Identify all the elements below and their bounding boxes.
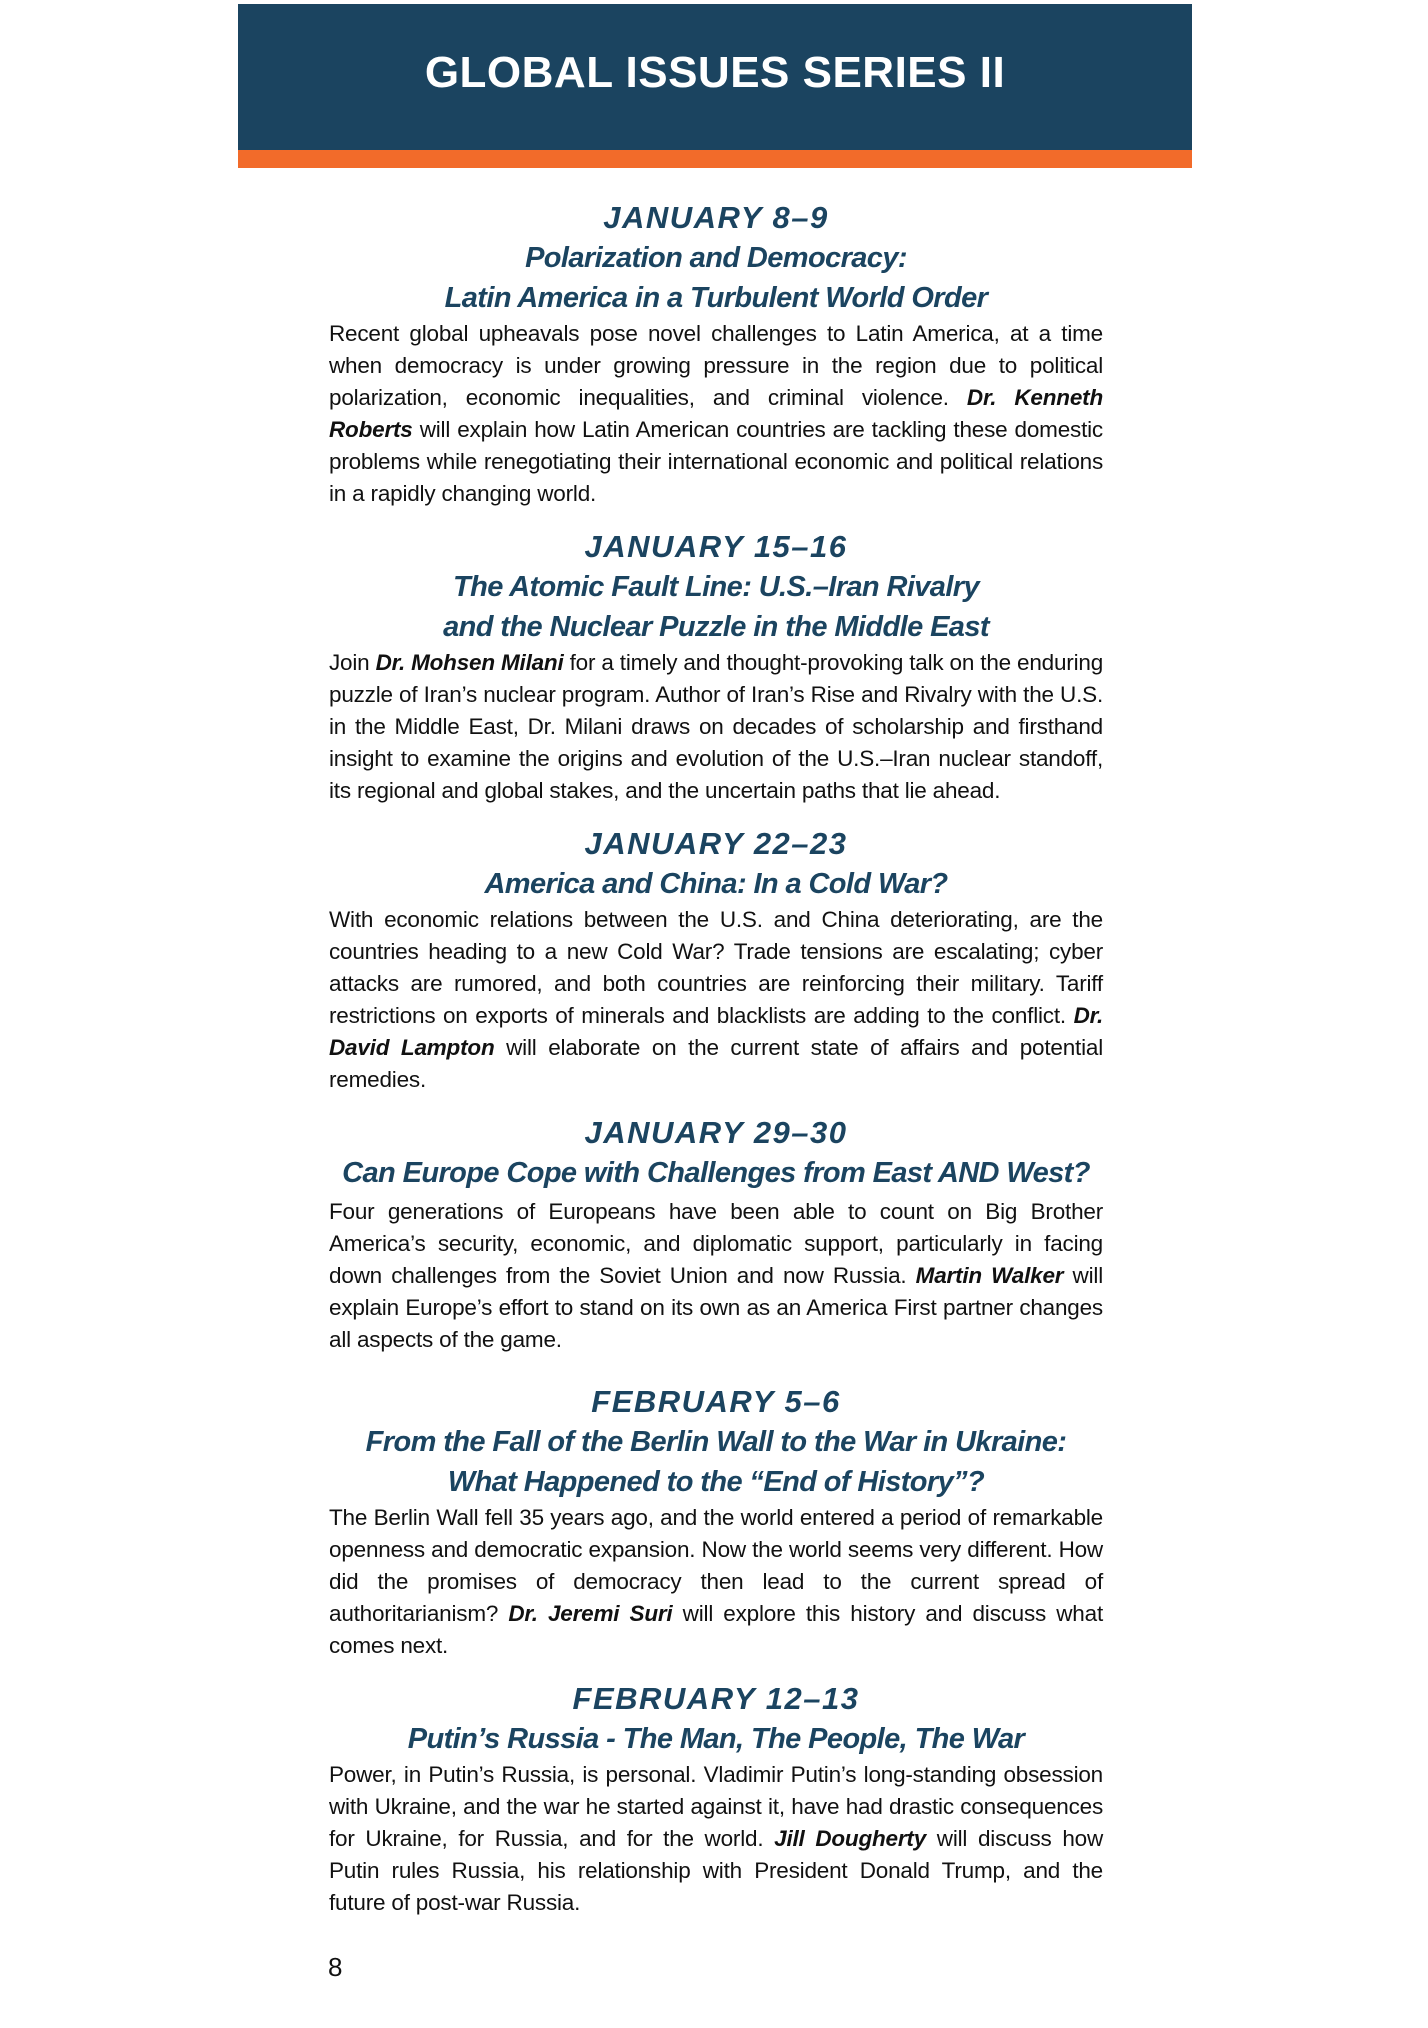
event-item [329,198,1103,510]
speaker-name: Jill Dougherty [774,1826,927,1851]
page-number: 8 [328,1952,343,1982]
description-text: Four generations of Europeans have been able to count on Big Brother America’s security, economic, and diplomatic support, particularly in facing down challenges from the Soviet Union and now Russia. [329,1199,1103,1288]
event-date: JANUARY 15–16 [584,529,848,564]
page-title: GLOBAL ISSUES SERIES II [424,48,1006,97]
description-text: will elaborate on the current state of affairs and potential remedies. [329,1035,1103,1092]
event-description [329,1196,1103,1356]
speaker-name: Dr. Jeremi Suri [508,1601,673,1626]
event-date: JANUARY 8–9 [603,200,829,235]
event-description [329,318,1103,510]
event-description [329,904,1103,1096]
event-date: JANUARY 29–30 [584,1115,848,1150]
description-text: will explain Europe’s effort to stand on its own as an America First partner changes all aspects of the game. [329,1263,1103,1352]
description-text: Recent global upheavals pose novel challenges to Latin America, at a time when democracy is under growing pressure in the region due to political polarization, economic inequalities, and criminal violence. [329,321,1103,410]
header-accent-bar [238,150,1192,168]
event-title-line: Latin America in a Turbulent World Order [444,282,988,314]
speaker-name: Dr. Kenneth Roberts [329,385,1103,442]
event-date: FEBRUARY 12–13 [572,1681,860,1716]
event-item [329,1679,1103,1919]
header-banner [238,4,1192,150]
description-text: Power, in Putin’s Russia, is personal. Vladimir Putin’s long-standing obsession with Ukraine, and the war he started against it, have had drastic consequences for Ukraine, for Russia, and for the world. [329,1762,1103,1851]
description-text: for a timely and thought-provoking talk on the enduring puzzle of Iran’s nuclear program. Author of Iran’s Rise and Rivalry with the U.S. in the Middle East, Dr. Milani draws on decades of scholarship and firsthand insight to examine the origins and evolution of the U.S.–Iran nuclear standoff, its regional and global stakes, and the uncertain paths that lie ahead. [329,650,1104,803]
event-item [329,824,1103,1096]
event-title-line: and the Nuclear Puzzle in the Middle East [443,611,989,643]
event-item [329,1382,1103,1662]
event-title-line: What Happened to the “End of History”? [447,1466,985,1498]
event-item [329,527,1103,807]
event-date: JANUARY 22–23 [584,826,848,861]
description-text: The Berlin Wall fell 35 years ago, and the world entered a period of remarkable openness and democratic expansion. Now the world seems very different. How did the promises of democracy then lead to the current spread of authoritarianism? [329,1505,1103,1626]
speaker-name: Dr. Mohsen Milani [375,650,564,675]
event-title-line: The Atomic Fault Line: U.S.–Iran Rivalry [452,571,980,603]
description-text: With economic relations between the U.S. and China deteriorating, are the countries heading to a new Cold War? Trade tensions are escalating; cyber attacks are rumored, and both countries are reinforcing their military. Tariff restrictions on exports of minerals and blacklists are adding to the conflict. [329,907,1103,1028]
event-title-line: Can Europe Cope with Challenges from East AND West? [342,1157,1090,1189]
event-title-line: America and China: In a Cold War? [484,868,948,900]
event-date: FEBRUARY 5–6 [591,1384,841,1419]
event-title-line: Putin’s Russia - The Man, The People, The War [407,1723,1025,1755]
description-text: will explore this history and discuss what comes next. [329,1601,1103,1658]
event-description [329,647,1103,807]
speaker-name: Martin Walker [915,1263,1064,1288]
event-item [329,1113,1103,1356]
event-description [329,1502,1103,1662]
description-text: Join [329,650,376,675]
event-description [329,1759,1103,1919]
description-text: will discuss how Putin rules Russia, his relationship with President Donald Trump, and the future of post-war Russia. [329,1826,1103,1915]
event-title-line: Polarization and Democracy: [525,242,907,274]
speaker-name: Dr. David Lampton [329,1003,1103,1060]
event-title-line: From the Fall of the Berlin Wall to the War in Ukraine: [365,1426,1067,1458]
event-list [329,198,1103,1919]
description-text: will explain how Latin American countries are tackling these domestic problems while renegotiating their international economic and political relations in a rapidly changing world. [329,417,1103,506]
